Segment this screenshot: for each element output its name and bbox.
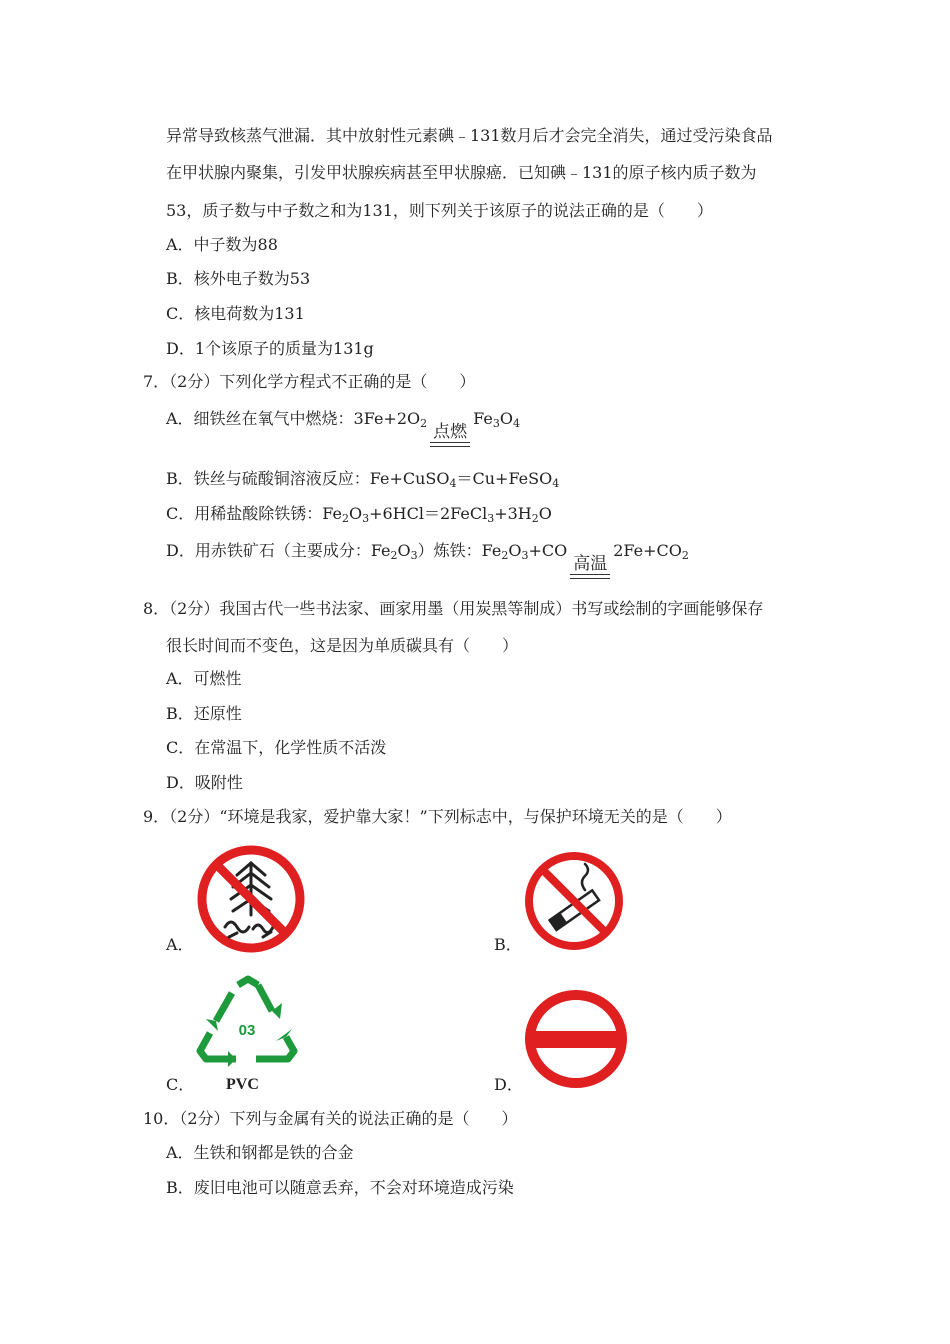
reaction-condition: [428, 409, 472, 442]
subscript: 4: [512, 417, 520, 430]
subscript: 3: [410, 549, 418, 562]
double-line-arrow: [430, 442, 470, 447]
q8-option-b[interactable]: B．还原性: [166, 704, 242, 723]
subscript: 3: [492, 417, 500, 430]
condition-label: 点燃: [433, 422, 468, 442]
q6-option-a[interactable]: A．中子数为88: [166, 235, 278, 254]
equation-text: ＝Cu+FeSO: [456, 469, 553, 488]
equation-text: Fe: [473, 409, 493, 428]
subscript: 4: [449, 477, 457, 490]
no-burning-sign-icon[interactable]: [195, 843, 307, 955]
equation-text: O: [508, 541, 522, 560]
q9-option-b-label[interactable]: B．: [494, 935, 522, 954]
subscript: 2: [531, 512, 539, 525]
equation-text: O: [499, 409, 513, 428]
subscript: 3: [521, 549, 529, 562]
q9-option-d-label[interactable]: D．: [494, 1075, 523, 1094]
q7-stem: 7．（2分）下列化学方程式不正确的是（ ）: [143, 372, 476, 391]
q8-option-d[interactable]: D．吸附性: [166, 773, 243, 792]
reaction-condition: [568, 541, 612, 574]
equation-text: ）炼铁：Fe: [417, 541, 502, 560]
q8-stem-line-1: 8．（2分）我国古代一些书法家、画家用墨（用炭黑等制成）书写或绘制的字画能够保存: [143, 599, 764, 618]
pvc-label: PVC: [226, 1076, 259, 1093]
condition-label: 高温: [573, 554, 608, 574]
equation-text: +6HCl＝2FeCl: [369, 504, 488, 523]
subscript: 3: [487, 512, 495, 525]
equation-text: O: [348, 504, 363, 523]
equation-text: O: [397, 541, 411, 560]
equation-text: D．用赤铁矿石（主要成分：Fe: [166, 541, 391, 560]
q8-option-c[interactable]: C．在常温下，化学性质不活泼: [166, 738, 387, 757]
no-smoking-sign-icon[interactable]: [523, 850, 625, 952]
recycle-code: 03: [238, 1022, 256, 1039]
q6-option-d[interactable]: D．1个该原子的质量为131g: [166, 339, 374, 358]
q10-stem: 10．（2分）下列与金属有关的说法正确的是（ ）: [143, 1109, 518, 1128]
subscript: 2: [390, 549, 398, 562]
q6-option-b[interactable]: B．核外电子数为53: [166, 269, 311, 288]
subscript: 2: [501, 549, 509, 562]
equation-text: 2Fe+CO: [613, 541, 682, 560]
equation-text: +3H: [494, 504, 532, 523]
q7-option-a[interactable]: [166, 409, 520, 442]
q7-option-d[interactable]: [166, 541, 689, 574]
equation-text: O: [538, 504, 552, 523]
subscript: 2: [420, 417, 428, 430]
q9-option-c-label[interactable]: C．: [166, 1075, 195, 1094]
q9-stem: 9．（2分）“环境是我家，爱护靠大家！”下列标志中，与保护环境无关的是（ ）: [143, 807, 732, 826]
q6-stem-line-1: 异常导致核蒸气泄漏．其中放射性元素碘﹣131数月后才会完全消失，通过受污染食品: [166, 126, 773, 145]
q8-option-a[interactable]: A．可燃性: [166, 669, 242, 688]
equation-text: +CO: [528, 541, 568, 560]
equation-text: B．铁丝与硫酸铜溶液反应：Fe+CuSO: [166, 469, 450, 488]
q7-option-c[interactable]: [166, 504, 552, 524]
subscript: 2: [341, 512, 349, 525]
subscript: 3: [362, 512, 370, 525]
q8-stem-line-2: 很长时间而不变色，这是因为单质碳具有（ ）: [166, 636, 519, 655]
q7-option-b[interactable]: [166, 469, 559, 489]
no-entry-sign-icon[interactable]: [522, 988, 630, 1090]
q9-option-a-label[interactable]: A．: [166, 935, 194, 954]
q6-stem-line-2: 在甲状腺内聚集，引发甲状腺疾病甚至甲状腺癌．已知碘﹣131的原子核内质子数为: [166, 163, 757, 182]
subscript: 4: [552, 477, 560, 490]
double-line-arrow: [570, 574, 610, 579]
q10-option-b[interactable]: B．废旧电池可以随意丢弃，不会对环境造成污染: [166, 1178, 514, 1197]
equation-text: A．细铁丝在氧气中燃烧：3Fe+2O: [166, 409, 421, 428]
subscript: 2: [681, 549, 689, 562]
q10-option-a[interactable]: A．生铁和钢都是铁的合金: [166, 1143, 354, 1162]
q6-option-c[interactable]: C．核电荷数为131: [166, 304, 305, 323]
equation-text: C．用稀盐酸除铁锈：Fe: [166, 504, 342, 523]
recycle-pvc-icon[interactable]: [192, 973, 302, 1071]
q6-stem-line-3: 53，质子数与中子数之和为131，则下列关于该原子的说法正确的是（ ）: [166, 201, 713, 220]
